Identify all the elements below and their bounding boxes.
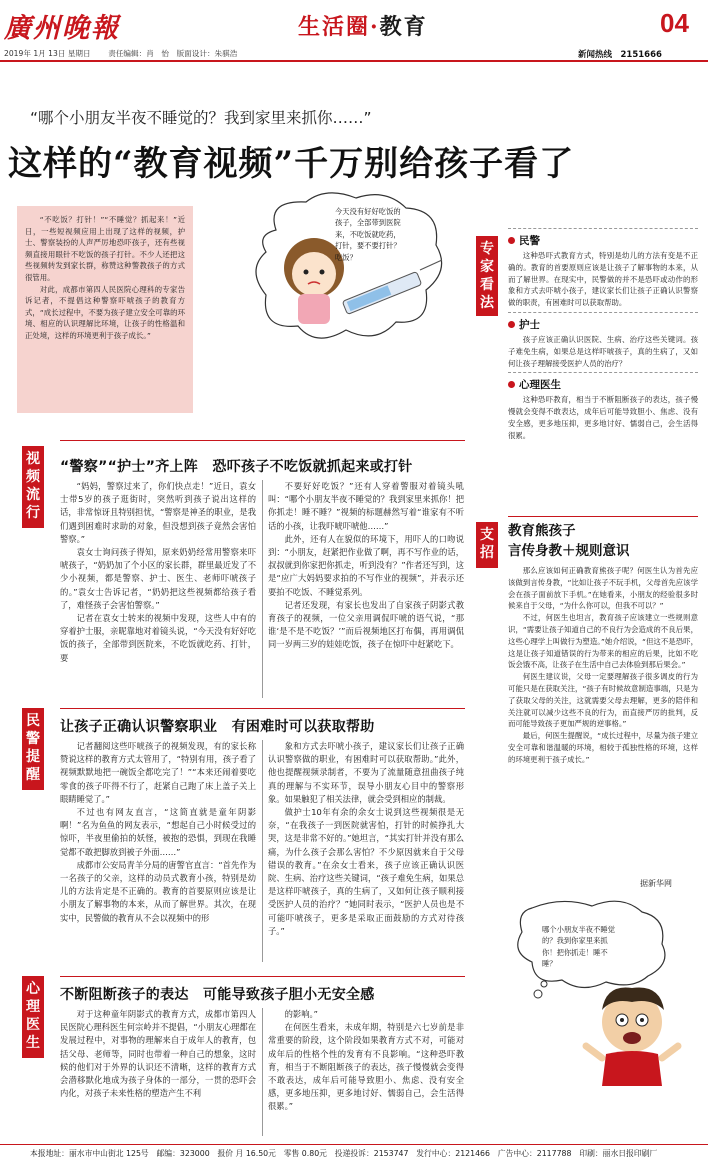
- intro-box: [17, 206, 193, 413]
- nurse-heading: [508, 317, 698, 332]
- body-paragraph: 成都市公安局青羊分局的唐警官直言：“首先作为一名孩子的父亲，这样的动员式教育小孩，特别是幼儿的方法肯定是不正确的。教育的首要原则应该是让小朋友了解事物的本来，从而了解世界。其次，在现实中，民警做的教育从不会以视频中的形: [60, 859, 256, 923]
- doctor-heading-label: 心理医生: [519, 379, 561, 392]
- nurse-heading-label: 护士: [519, 318, 540, 331]
- tips-section-tab: 支招: [476, 522, 498, 568]
- body-paragraph: 记者还发现，有家长也发出了自家孩子阴影式教育孩子的视频，一位父亲用调侃吓唬的语气说，“那谁‘是不是不吃饭？’”而后视频地区打布偶，再用调侃同一岁两三岁的娃娃吃饭，孩子在惊吓中赶紧吃下。: [268, 599, 464, 650]
- section-rule: [60, 708, 465, 709]
- body-paragraph: “妈妈，警察过来了，你们快点走！”近日，袁女士带5岁的孩子逛街时，突然听到孩子说出这样的话，非常惊讶且特别担忧，“警察是神圣的职业，是我们遇到困难时求助的对象，但没想到孩子竟然会害怕警察。”: [60, 481, 256, 544]
- tips-title-line-1: 教育熊孩子: [508, 523, 576, 539]
- page-headline: 这样的“教育视频”千万别给孩子看了: [8, 144, 575, 184]
- police-col-1: [60, 740, 256, 925]
- police-col-2: [268, 740, 464, 938]
- video-article-title: “警察”“护士”齐上阵 恐吓孩子不吃饭就抓起来或打针: [60, 459, 413, 475]
- police-paragraph: 这种恐吓式教育方式，特别是幼儿的方法有变是不正确的。教育的首要原则应该是让孩子了解事物的本来，从而了解世界。在现实中，民警做的并不是恐吓或动作的形象和方式去吓唬小孩子，建议家长们让孩子正确认识警察做的职责，有困难时可以获取帮助。: [508, 251, 698, 308]
- doctor-paragraph: 这种恐吓教育，相当于不断阻断孩子的表达，孩子慢慢就会变得不敢表达，成年后可能导致胆小、焦虑、没有安全感，更多地压抑，更多地讨好、懦弱自己，会生活得很累。: [508, 395, 698, 440]
- police-heading-label: 民警: [519, 235, 540, 247]
- tips-paragraph: 不过，何医生也坦言，教育孩子应该建立一些规则意识，“需要让孩子知道自己的不良行为会造成的不良后果，这些心理学上叫做行为塑造。”她介绍说，“但这不是恐吓，这是让孩子知道错误的行为带来的相应的后果，比如不吃饭会饿不高，让孩子在生活中自己去体验到那后果会。”: [508, 613, 698, 670]
- video-section-tab: 视频流行: [22, 446, 44, 528]
- police-heading: [508, 233, 698, 248]
- section-title: [298, 10, 428, 41]
- expert-section-tab: 专家看法: [476, 236, 498, 316]
- bullet-icon: [508, 237, 515, 244]
- psych-article-title: 不断阻断孩子的表达 可能导致孩子胆小无安全感: [60, 987, 375, 1003]
- psych-col-2: [268, 1008, 464, 1114]
- section-name: 教育: [379, 14, 428, 40]
- tips-column: [508, 516, 698, 766]
- police-article-title: 让孩子正确认识警察职业 有困难时可以获取帮助: [60, 719, 375, 735]
- body-paragraph: 不过也有网友直言，“这简直就是童年阴影啊！”名为鱼鱼的网友表示，“想起自己小时候受过的惊吓，半夜里偷拍的妖怪，被抱的恐惧，到现在我睡觉都不敢把脚放到被子外面……”: [60, 807, 256, 857]
- tips-title-line-2: 言传身教＋规则意识: [508, 543, 630, 559]
- section-prefix: 生活圈·: [298, 14, 380, 40]
- page-number: 04: [660, 8, 689, 38]
- boy-speech-text: 哪个小朋友半夜不睡觉的？我到你家里来抓你！把你抓走！睡不睡？: [542, 925, 615, 969]
- masthead-rule: [0, 60, 708, 62]
- article-source: 据新华网: [640, 879, 672, 888]
- body-paragraph: 象和方式去吓唬小孩子，建议家长们让孩子正确认识警察做的职业，有困难时可以获取帮助。”此外，他也提醒视频录制者，不要为了流量随意扭曲孩子纯真的理解与不实环节，误导小朋友心目中的警察形象。如果触犯了相关法律，就会受到相应的制裁。: [268, 741, 464, 804]
- body-paragraph: 不要好好吃饭？”还有人穿着警服对着镜头吼叫：“哪个小朋友半夜不睡觉的？我到家里来抓你！把你抓走！睡不睡？”视频的标题赫然写着“谁家有不听话的小孩，让我吓唬吓唬他……”: [268, 481, 464, 531]
- cloud-speech-text: 今天没有好好吃饭的孩子，全部带到医院来，不吃饭就吃药，打针，要不要打针？吃饭？: [335, 207, 401, 262]
- bullet-icon: [508, 381, 515, 388]
- column-divider: [262, 740, 263, 962]
- body-paragraph: 对于这种童年阴影式的教育方式，成都市第四人民医院心理科医生何宗岭并不提倡，“小朋友心理都在发展过程中，对事物的理解来自于成年人的教育，包括父母、老师等，同时也带着一种自己的想象，这时候的他们对于外界的认识还不清晰，这样的教育方式会潜移默化地成为孩子身体的一部分，一贯的恐吓会内化，对孩子未来性格的塑造产生不利: [60, 1009, 256, 1099]
- body-paragraph: 做护士10年有余的余女士说到这些视频很是无奈，“在我孩子一到医院就害怕，打针的时候挣扎大哭，这是非常不好的。”她坦言，“其实打针并没有那么痛，为什么孩子会那么害怕？不少原因就来自于父母错误的教育。”在余女士看来，孩子应该正确认识医院、生病、治疗这些关键词，“孩子难免生病，如果总是这样吓唬孩子，真的生病了，又如何让孩子顺利接受医护人员的治疗？”她同时表示，“医护人员也是不可能吓唬孩子，更多是采取正面鼓励的方式对待孩子。”: [268, 807, 464, 936]
- body-paragraph: 记者在袁女士转来的视频中发现，这些人中有的穿着护士服，亲昵靠地对着镜头说，“今天没有好好吃饭的孩子，全部带到医院来，不吃饭就吃药、打针，要: [60, 613, 256, 663]
- section-rule: [60, 440, 465, 441]
- doctor-heading: [508, 377, 698, 392]
- column-divider: [262, 1008, 263, 1136]
- tips-paragraph: 最后，何医生提醒说，“成长过程中，尽量为孩子建立安全可靠和谐温暖的环境，相较于孤独性格的环境，这样的环境更利于孩子成长。”: [508, 731, 698, 764]
- video-col-2: [268, 480, 464, 652]
- bullet-icon: [508, 321, 515, 328]
- intro-paragraph: 对此，成都市第四人民医院心理科的专家告诉记者，不提倡这种警察吓唬孩子的教育方式，“成长过程中，不要为孩子建立安全可靠的环境、相应的认识理解比环境，让孩子的性格温和正处境，这样的环境更利于孩子成长。”: [25, 284, 185, 340]
- section-rule: [60, 976, 465, 977]
- dateline: 2019年 1月 13日 星期日 责任编辑：肖 怡 版面设计：朱骐浩: [4, 49, 238, 58]
- dashed-separator: [508, 312, 698, 313]
- body-paragraph: 的影响。”: [284, 1009, 318, 1019]
- expert-column: [508, 228, 698, 442]
- body-paragraph: 在何医生看来，未成年期，特别是六七岁前是非常重要的阶段，这个阶段如果教育方式不对，可能对成年后的性格个性的发育有不良影响。“这种恐吓教育，相当于不断阻断孩子的表达，孩子慢慢就会变得不敢表达，成年后可能导致胆小、焦虑、没有安全感，更多地压抑，更多地讨好、懦弱自己，会生活得很累。”: [268, 1022, 464, 1112]
- column-divider: [262, 480, 263, 698]
- footer-info: 本报地址：丽水市中山街北 125号 邮编：323000 报价 月 16.50元 零售 0.80元 投递投诉：2153747 发行中心：2121466 广告中心：2117788 印刷：丽水日报印刷厂: [0, 1144, 708, 1159]
- intro-paragraph: “不吃饭？打针！”“不睡觉？抓起来！”近日，一些短视频应用上出现了这样的视频，护士、警察装扮的人声严厉地恐吓孩子，还有些视频直接用眼针不吃饭的孩子打针。不少人还把这些视频转发到家长群，称赞这种警教孩子的方式很管用。: [25, 215, 185, 282]
- body-paragraph: 袁女士询问孩子得知，原来奶奶经常用警察来吓唬孩子，“奶奶加了个小区的家长群，群里最近发了不少小视频，都是警察、护士、医生、老师吓唬孩子的。”袁女士告诉记者，“奶奶把这些视频都给孩子看了，难怪孩子会害怕警察。”: [60, 547, 256, 610]
- headline-kicker: “哪个小朋友半夜不睡觉的？我到家里来抓你……”: [30, 109, 372, 127]
- nurse-paragraph: 孩子应该正确认识医院、生病、治疗这些关键词。孩子难免生病，如果总是这样吓唬孩子，真的生病了，又如何让孩子理解接受医护人员的治疗？: [508, 334, 698, 368]
- dashed-separator: [508, 372, 698, 373]
- psych-col-1: [60, 1008, 256, 1100]
- news-hotline: 新闻热线 2151666: [578, 50, 662, 60]
- body-paragraph: 记者翻阅这些吓唬孩子的视频发现，有的家长称赞说这样的教育方式太管用了，“特别有用，孩子看了视频默默地把一碗饭全都吃完了！”“本来还闹着要吃零食的孩子吓得不行了，赶紧自己跑了床上盖子关上眼睛睡觉了。”: [60, 741, 256, 804]
- newspaper-logo: 廣州晚報: [4, 13, 120, 44]
- tips-paragraph: 何医生建议说，父母一定要理解孩子很多调皮的行为可能只是在获取关注，“孩子有时候故意制造事端，只是为了获取父母的关注，这就需要父母去理解，更多的陪伴和关注就可以减少这些不良的行为，而直接严厉的批判，反而可能导致孩子更加严规的逆事格。”: [508, 672, 698, 729]
- tips-paragraph: 那么应该如何正确教育熊孩子呢？何医生认为首先应该做到言传身教，“比如让孩子不玩手机，父母首先应该学会在孩子面前放下手机。”在她看来，小朋友的经验很多时候来自于父母，“为什么你可以，但我不可以？”: [508, 566, 698, 611]
- police-section-tab: 民警提醒: [22, 708, 44, 790]
- body-paragraph: 此外，还有人在貌似的环境下，用吓人的口吻说到：“小朋友，赶紧把作业做了啊，再不写作业的话，叔叔就到你家把你抓走，听到没有？”作者还写到，这是“应广大妈妈要求拍的不写作业的视频”，并表示还要拍不吃饭、不睡觉系列。: [268, 533, 464, 597]
- psych-section-tab: 心理医生: [22, 976, 44, 1058]
- video-col-1: [60, 480, 256, 665]
